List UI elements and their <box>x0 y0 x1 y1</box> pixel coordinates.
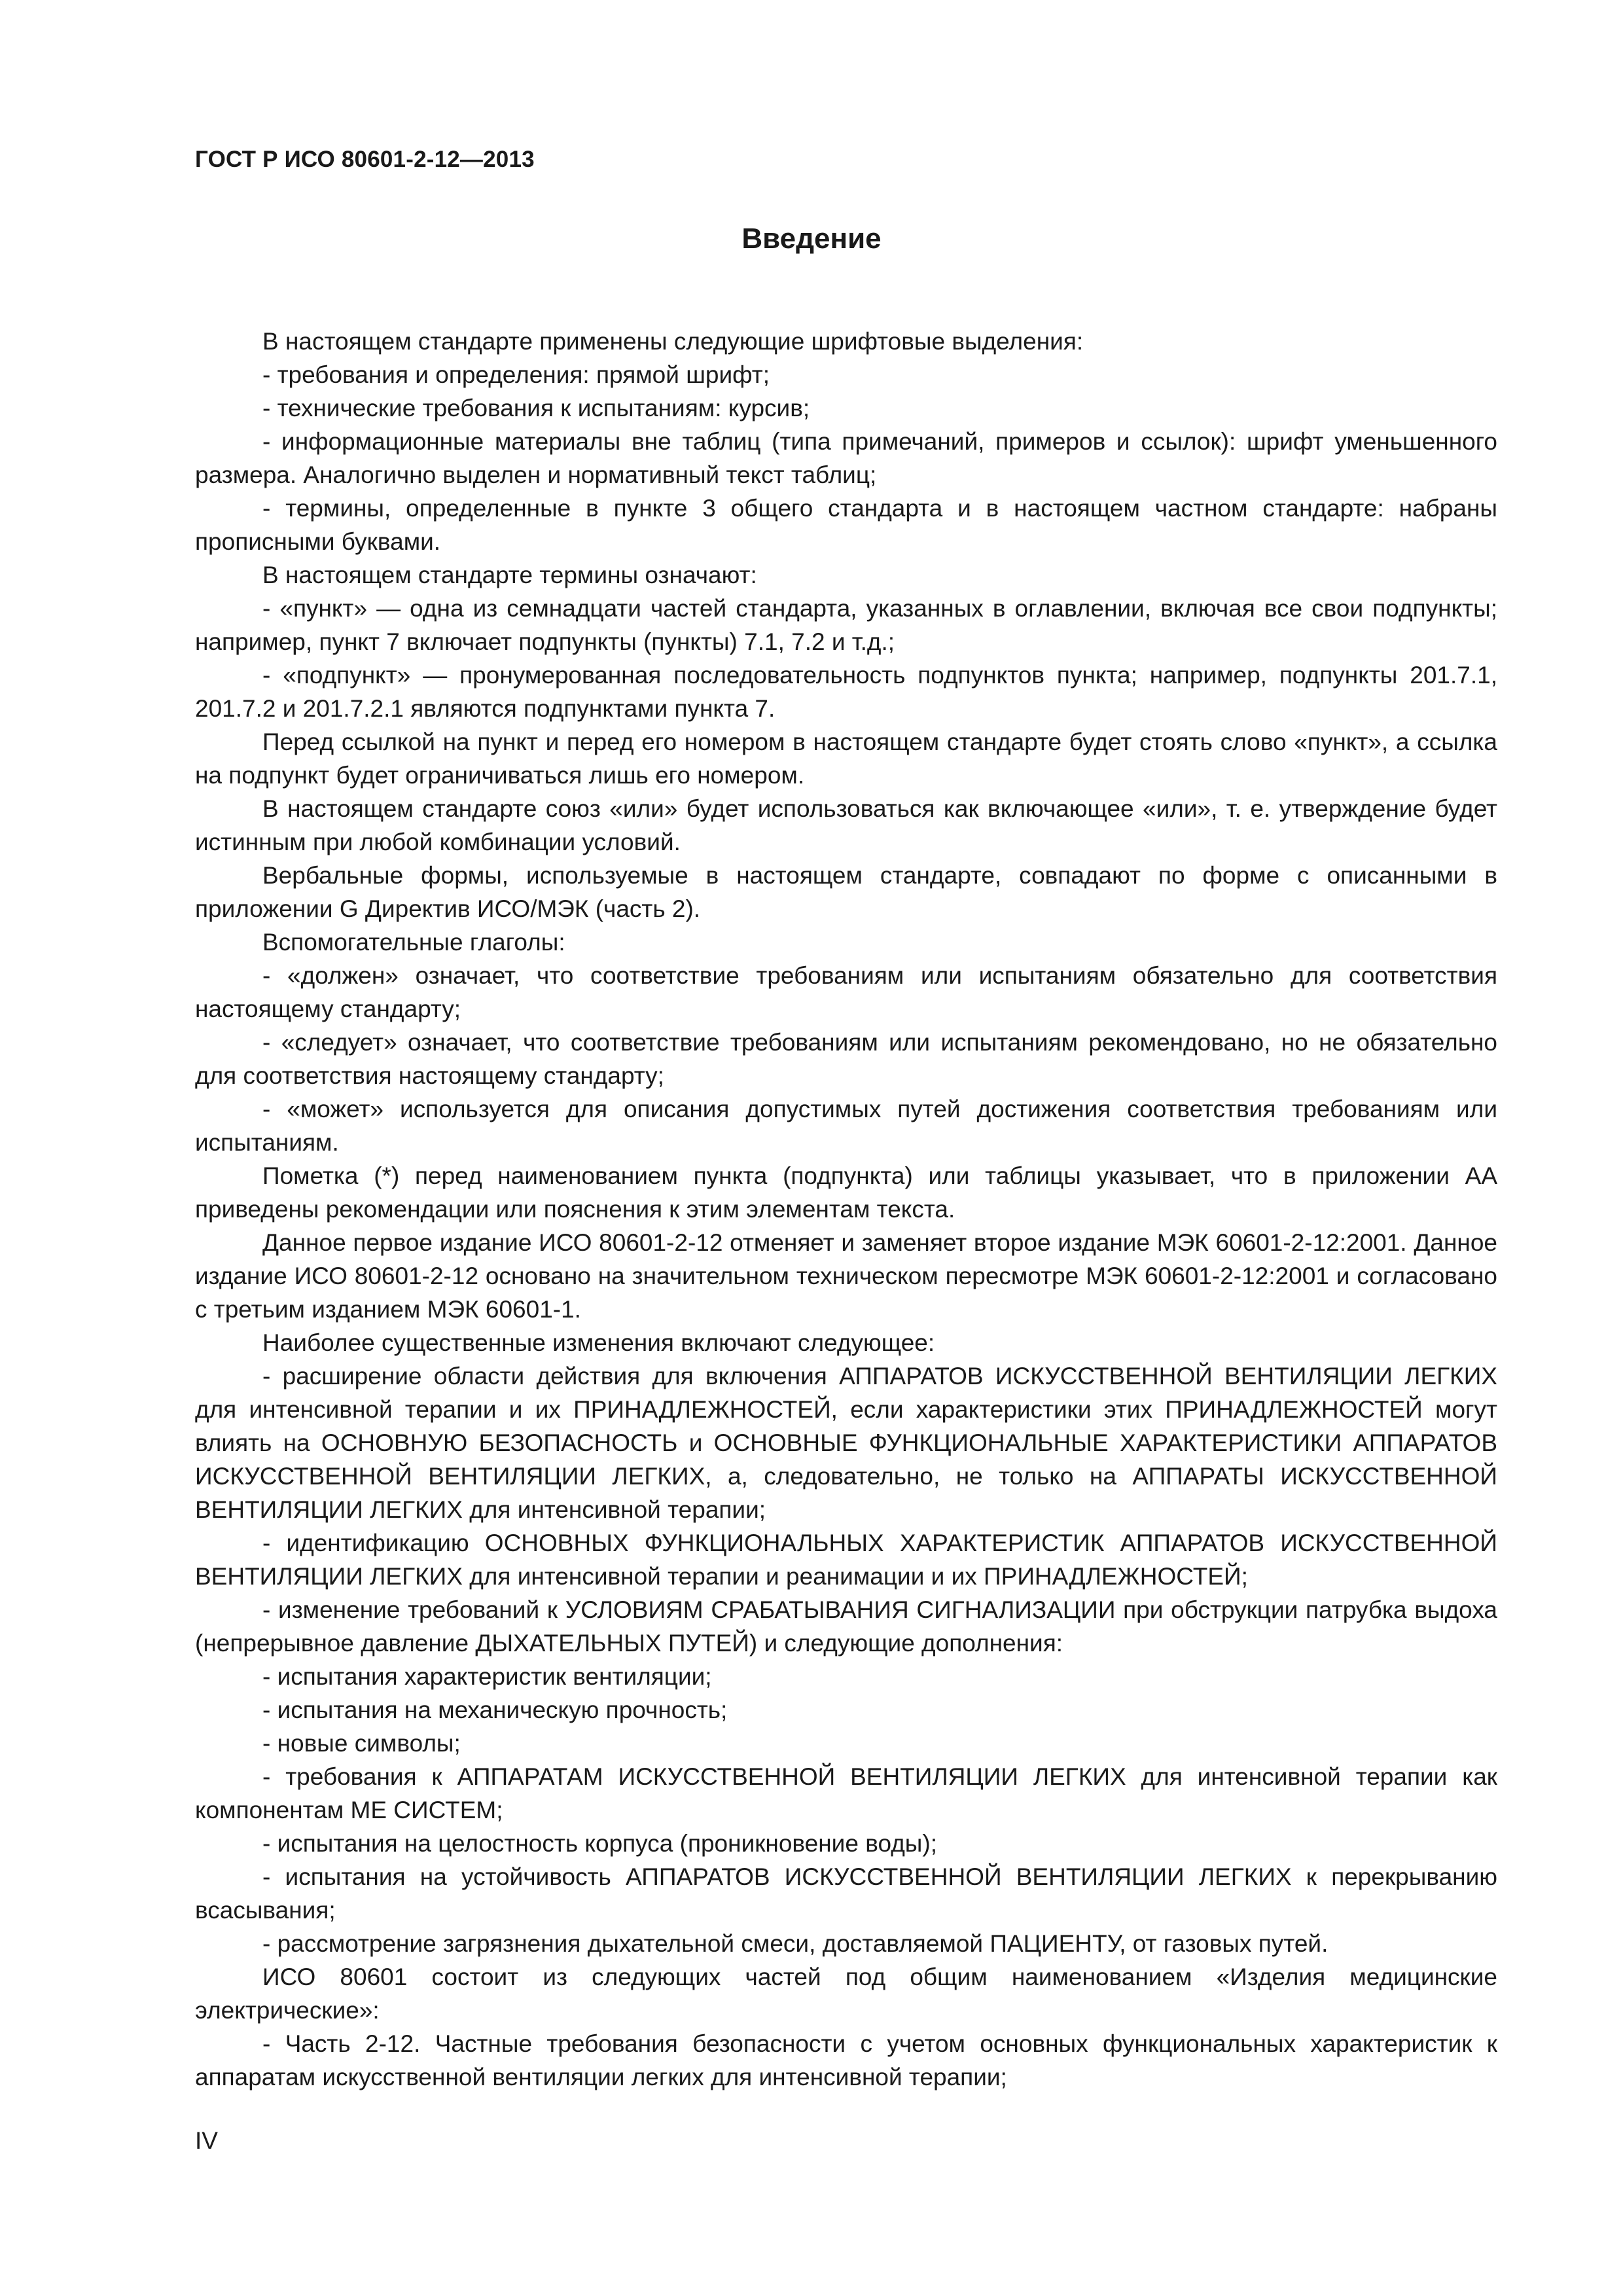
body-text <box>195 325 1497 2094</box>
paragraph: Вербальные формы, используемые в настоящем стандарте, совпадают по форме с описанными в приложении G Директив ИСО/МЭК (часть 2). <box>195 862 1497 922</box>
document-code: ГОСТ Р ИСО 80601-2-12—2013 <box>195 147 535 172</box>
paragraph: - изменение требований к УСЛОВИЯМ СРАБАТЫВАНИЯ СИГНАЛИЗАЦИИ при обструкции патрубка выдоха (непрерывное давление ДЫХАТЕЛЬНЫХ ПУТЕЙ) и следующие дополнения: <box>195 1596 1497 1657</box>
paragraph: В настоящем стандарте применены следующие шрифтовые выделения: <box>262 328 1084 355</box>
paragraph: - «следует» означает, что соответствие требованиям или испытаниям рекомендовано, но не обязательно для соответствия настоящему стандарту; <box>195 1029 1497 1089</box>
paragraph: - идентификацию ОСНОВНЫХ ФУНКЦИОНАЛЬНЫХ ХАРАКТЕРИСТИК АППАРАТОВ ИСКУССТВЕННОЙ ВЕНТИЛЯЦИИ ЛЕГКИХ для интенсивной терапии и реанимации и их ПРИНАДЛЕЖНОСТЕЙ; <box>195 1530 1497 1590</box>
paragraph: - информационные материалы вне таблиц (типа примечаний, примеров и ссылок): шрифт уменьшенного размера. Аналогично выделен и нормативный текст таблиц; <box>195 428 1497 488</box>
paragraph: ИСО 80601 состоит из следующих частей под общим наименованием «Изделия медицинские электрические»: <box>195 1964 1497 2024</box>
paragraph: - Часть 2-12. Частные требования безопасности с учетом основных функциональных характеристик к аппаратам искусственной вентиляции легких для интенсивной терапии; <box>195 2030 1497 2090</box>
paragraph: В настоящем стандарте союз «или» будет использоваться как включающее «или», т. е. утверждение будет истинным при любой комбинации условий. <box>195 795 1497 855</box>
paragraph: Данное первое издание ИСО 80601-2-12 отменяет и заменяет второе издание МЭК 60601-2-12:2001. Данное издание ИСО 80601-2-12 основано на значительном техническом пересмотре МЭК 60601-2-12:2001 и согласовано с третьим изданием МЭК 60601-1. <box>195 1229 1497 1323</box>
paragraph: - испытания характеристик вентиляции; <box>262 1663 712 1690</box>
paragraph: - термины, определенные в пункте 3 общего стандарта и в настоящем частном стандарте: набраны прописными буквами. <box>195 495 1497 555</box>
paragraph: - рассмотрение загрязнения дыхательной смеси, доставляемой ПАЦИЕНТУ, от газовых путей. <box>262 1930 1329 1957</box>
paragraph: - «должен» означает, что соответствие требованиям или испытаниям обязательно для соответствия настоящему стандарту; <box>195 962 1497 1022</box>
paragraph: - требования к АППАРАТАМ ИСКУССТВЕННОЙ ВЕНТИЛЯЦИИ ЛЕГКИХ для интенсивной терапии как компонентам МЕ СИСТЕМ; <box>195 1763 1497 1823</box>
paragraph: - требования и определения: прямой шрифт; <box>262 361 770 388</box>
paragraph: Пометка (*) перед наименованием пункта (подпункта) или таблицы указывает, что в приложении АА приведены рекомендации или пояснения к этим элементам текста. <box>195 1162 1497 1223</box>
paragraph: - «пункт» — одна из семнадцати частей стандарта, указанных в оглавлении, включая все свои подпункты; например, пункт 7 включает подпункты (пункты) 7.1, 7.2 и т.д.; <box>195 595 1497 655</box>
paragraph: - технические требования к испытаниям: курсив; <box>262 395 810 422</box>
page-number: IV <box>195 2127 218 2154</box>
paragraph: - «подпункт» — пронумерованная последовательность подпунктов пункта; например, подпункты 201.7.1, 201.7.2 и 201.7.2.1 являются подпунктами пункта 7. <box>195 662 1497 722</box>
paragraph: Вспомогательные глаголы: <box>262 929 565 956</box>
section-title: Введение <box>741 223 882 255</box>
paragraph: Перед ссылкой на пункт и перед его номером в настоящем стандарте будет стоять слово «пункт», а ссылка на подпункт будет ограничиваться лишь его номером. <box>195 728 1497 789</box>
paragraph: - испытания на устойчивость АППАРАТОВ ИСКУССТВЕННОЙ ВЕНТИЛЯЦИИ ЛЕГКИХ к перекрыванию всасывания; <box>195 1863 1497 1924</box>
paragraph: В настоящем стандарте термины означают: <box>262 562 757 588</box>
paragraph: Наиболее существенные изменения включают следующее: <box>262 1329 935 1356</box>
paragraph: - испытания на механическую прочность; <box>262 1696 728 1723</box>
paragraph: - расширение области действия для включения АППАРАТОВ ИСКУССТВЕННОЙ ВЕНТИЛЯЦИИ ЛЕГКИХ для интенсивной терапии и их ПРИНАДЛЕЖНОСТЕЙ, если характеристики этих ПРИНАДЛЕЖНОСТЕЙ могут влиять на ОСНОВНУЮ БЕЗОПАСНОСТЬ и ОСНОВНЫЕ ФУНКЦИОНАЛЬНЫЕ ХАРАКТЕРИСТИКИ АППАРАТОВ ИСКУССТВЕННОЙ ВЕНТИЛЯЦИИ ЛЕГКИХ, а, следовательно, не только на АППАРАТЫ ИСКУССТВЕННОЙ ВЕНТИЛЯЦИИ ЛЕГКИХ для интенсивной терапии; <box>195 1363 1497 1523</box>
paragraph: - испытания на целостность корпуса (проникновение воды); <box>262 1830 937 1857</box>
paragraph: - новые символы; <box>262 1730 461 1757</box>
paragraph: - «может» используется для описания допустимых путей достижения соответствия требованиям или испытаниям. <box>195 1096 1497 1156</box>
